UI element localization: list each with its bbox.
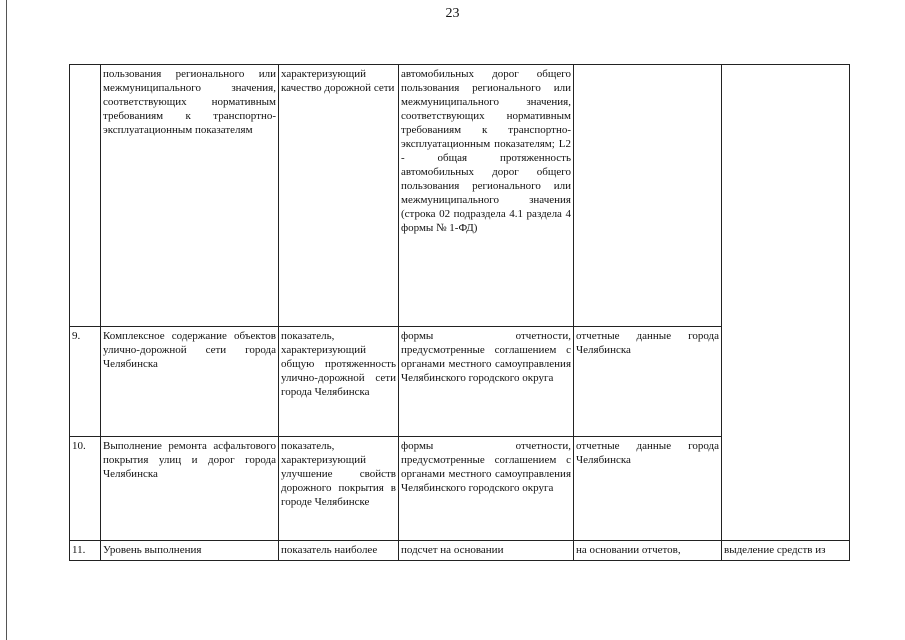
table-row [70,541,850,561]
indicator-description: показатель, характеризующий общую протяженность улично-дорожной сети города Челябинска [279,327,399,437]
calculation-method: автомобильных дорог общего пользования регионального или межмуниципального значения, соответствующих нормативным требованиям к транспортно-эксплуатационным показателям; L2 - общая протяженность автомобильных дорог общего пользования регионального или межмуниципального значения (строка 02 подраздела 4.1 раздела 4 формы № 1-ФД) [399,65,574,327]
indicators-table [69,64,850,561]
indicator-name: пользования регионального или межмуниципального значения, соответствующих нормативным требованиям к транспортно-эксплуатационным показателям [101,65,279,327]
indicator-name: Уровень выполнения [101,541,279,561]
indicator-description: показатель наиболее [279,541,399,561]
row-number: 11. [70,541,101,561]
indicator-description: показатель, характеризующий улучшение свойств дорожного покрытия в городе Челябинске [279,437,399,541]
page-number: 23 [445,6,460,21]
data-source: на основании отчетов, [574,541,722,561]
extra-column [722,65,850,541]
extra-column: выделение средств из [722,541,850,561]
row-number: 9. [70,327,101,437]
row-number: 10. [70,437,101,541]
data-source: отчетные данные города Челябинска [574,437,722,541]
calculation-method: формы отчетности, предусмотренные соглашением с органами местного самоуправления Челябинского городского округа [399,327,574,437]
indicator-description: характеризующий качество дорожной сети [279,65,399,327]
data-source: отчетные данные города Челябинска [574,327,722,437]
row-number [70,65,101,327]
indicator-name: Комплексное содержание объектов улично-дорожной сети города Челябинска [101,327,279,437]
indicator-name: Выполнение ремонта асфальтового покрытия улиц и дорог города Челябинска [101,437,279,541]
page-left-border [6,0,7,640]
calculation-method: подсчет на основании [399,541,574,561]
data-source [574,65,722,327]
table-row [70,65,850,327]
calculation-method: формы отчетности, предусмотренные соглашением с органами местного самоуправления Челябинского городского округа [399,437,574,541]
